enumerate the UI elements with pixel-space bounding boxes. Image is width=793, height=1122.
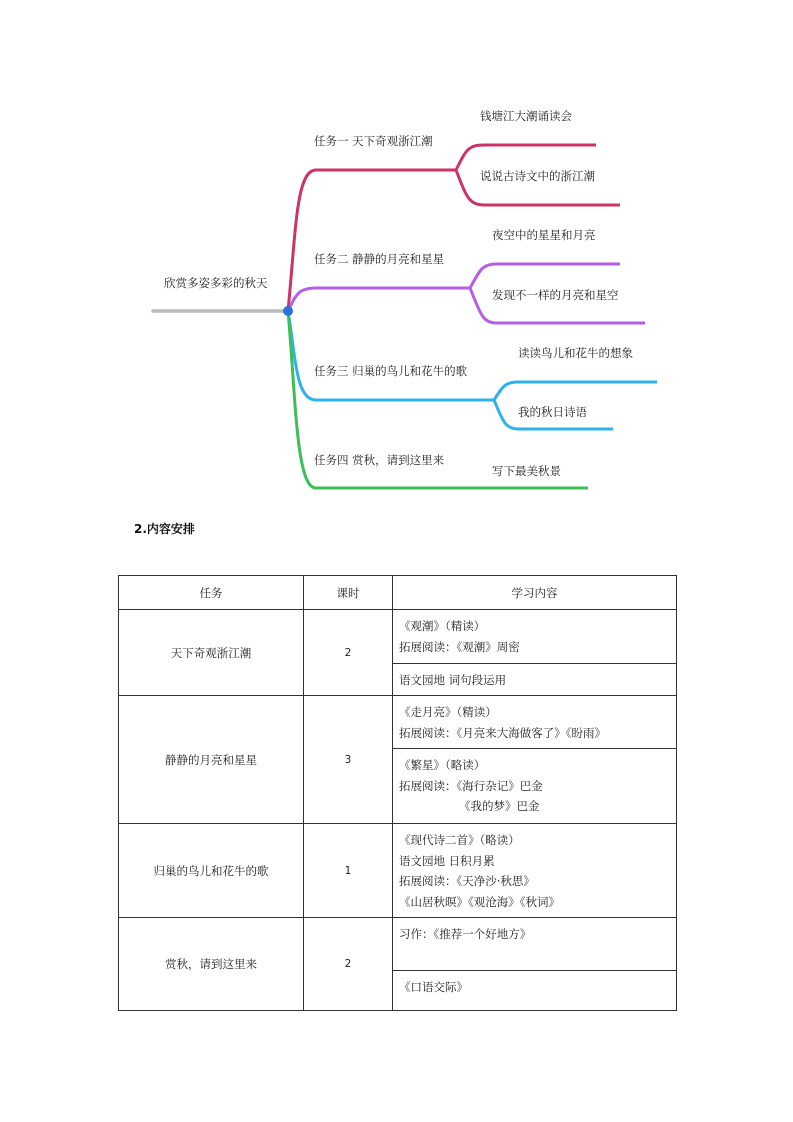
content-line: 《走月亮》（精读） <box>399 705 497 719</box>
branch-1-leaf-1: 钱塘江大潮诵读会 <box>480 109 572 123</box>
content-line: 《我的梦》巴金 <box>459 799 540 813</box>
table-row <box>119 696 677 749</box>
table-row <box>119 918 677 971</box>
content-cell <box>393 971 677 1011</box>
branch-1-leaf-2: 说说古诗文中的浙江潮 <box>480 169 595 183</box>
hours-cell: 2 <box>304 918 393 1011</box>
content-line: 《山居秋暝》《观沧海》《秋词》 <box>399 894 560 909</box>
content-line: 拓展阅读：《天净沙·秋思》 <box>399 874 535 888</box>
table-row <box>119 824 677 918</box>
branch-2-label: 任务二 静静的月亮和星星 <box>314 252 445 266</box>
content-line: 语文园地 日积月累 <box>399 853 495 868</box>
branch-2-connector <box>288 288 470 311</box>
branch-1-label: 任务一 天下奇观浙江潮 <box>314 134 433 148</box>
table-row <box>119 610 677 664</box>
mind-map <box>0 0 793 505</box>
branch-3-leaf-1: 读读鸟儿和花牛的想象 <box>518 346 633 360</box>
branch-3-label: 任务三 归巢的鸟儿和花牛的歌 <box>314 364 468 378</box>
header-content: 学习内容 <box>393 576 677 610</box>
content-line: 拓展阅读：《月亮来大海做客了》《盼雨》 <box>399 725 606 740</box>
task-cell: 静静的月亮和星星 <box>119 696 304 824</box>
content-schedule-table <box>118 575 677 1011</box>
task-cell: 天下奇观浙江潮 <box>119 610 304 696</box>
content-line: 拓展阅读：《海行杂记》巴金 <box>399 778 543 793</box>
branch-3-connector <box>288 311 494 400</box>
task-cell: 赏秋，请到这里来 <box>119 918 304 1011</box>
hours-cell: 1 <box>304 824 393 918</box>
content-cell <box>393 610 677 664</box>
section-heading: 2.内容安排 <box>134 522 195 536</box>
content-line: 习作：《推荐一个好地方》 <box>399 927 532 941</box>
content-line: 语文园地 词句段运用 <box>399 673 507 687</box>
content-line: 《观潮》（精读） <box>399 619 486 633</box>
content-cell <box>393 824 677 918</box>
table-header-row <box>119 576 677 610</box>
content-line: 拓展阅读：《观潮》周密 <box>399 639 520 654</box>
branch-3-leaf-2: 我的秋日诗语 <box>518 405 587 419</box>
central-node <box>283 306 293 316</box>
content-line: 《现代诗二首》（略读） <box>399 833 520 847</box>
content-cell <box>393 664 677 696</box>
content-line: 《口语交际》 <box>399 980 468 994</box>
branch-3-leaf-1-line <box>494 382 657 400</box>
content-cell <box>393 918 677 971</box>
hours-cell: 3 <box>304 696 393 824</box>
content-cell <box>393 696 677 749</box>
branch-2-leaf-1: 夜空中的星星和月亮 <box>492 228 596 242</box>
branch-1-leaf-1-line <box>456 145 596 170</box>
content-line: 《繁星》（略读） <box>399 758 486 772</box>
hours-cell: 2 <box>304 610 393 696</box>
header-task: 任务 <box>119 576 304 610</box>
root-label: 欣赏多姿多彩的秋天 <box>164 276 268 290</box>
task-cell: 归巢的鸟儿和花牛的歌 <box>119 824 304 918</box>
branch-2-leaf-1-line <box>470 264 620 288</box>
content-cell <box>393 749 677 824</box>
branch-2-leaf-2: 发现不一样的月亮和星空 <box>492 288 619 302</box>
branch-4-leaf-1: 写下最美秋景 <box>492 464 561 478</box>
header-hours: 课时 <box>304 576 393 610</box>
branch-1-connector <box>288 170 456 311</box>
branch-4-label: 任务四 赏秋，请到这里来 <box>314 453 445 467</box>
